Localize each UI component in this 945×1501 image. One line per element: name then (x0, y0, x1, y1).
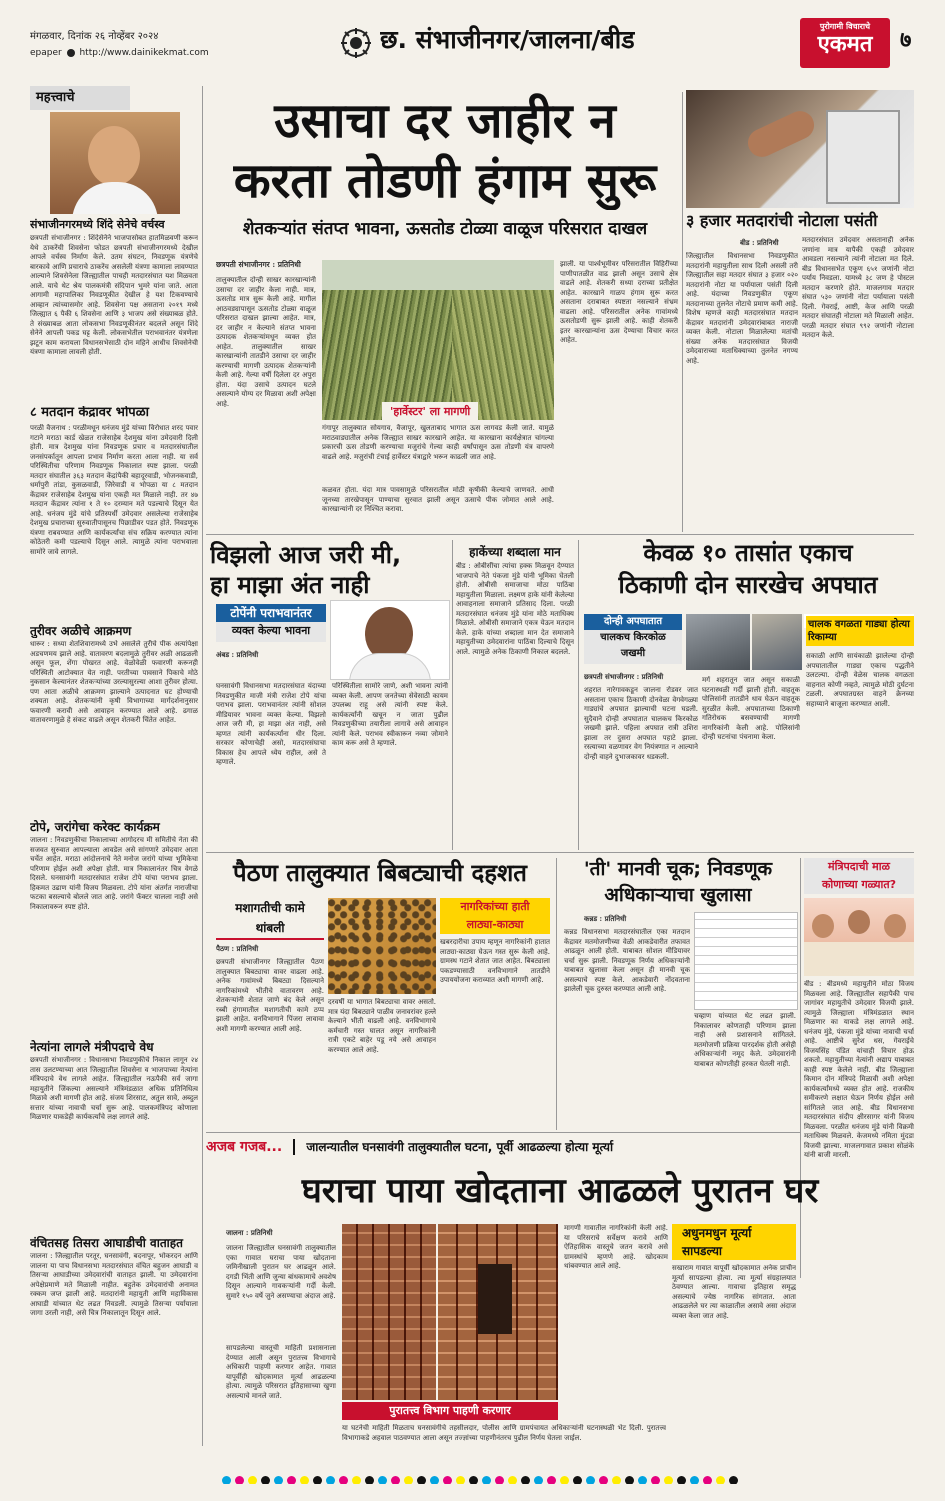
registration-dot (443, 1476, 452, 1484)
sugarcane-photo (322, 260, 452, 420)
mantri-title-box (804, 858, 914, 894)
paithan-box-1: नागरिकांच्या हाती (460, 900, 530, 913)
registration-dot (534, 1476, 543, 1484)
registration-dot (612, 1476, 621, 1484)
registration-dot (586, 1476, 595, 1484)
paithan-box-2: लाठ्या-काठ्या (466, 918, 524, 931)
brand-block (800, 18, 890, 68)
registration-dot (495, 1476, 504, 1484)
registration-dot (677, 1476, 686, 1484)
manvi-body-2: चव्हाण यांच्यात थेट लढत झाली. निकालावर कोणताही परिणाम झाला नाही असे प्रशासनाने सांगितले. मतमोजणी प्रक्रिया पारदर्शक होती असेही अधिकाऱ्यांनी नमूद केले. उमेदवारांनी याबाबत कोणतीही हरकत घेतली नाही. (694, 1012, 796, 1068)
ajab-headline: घराचा पाया खोदताना आढळले पुरातन घर (301, 1171, 819, 1211)
registration-dot (456, 1476, 465, 1484)
ajab-side-box-2: सापडल्या (682, 1244, 723, 1258)
shinde-photo (50, 112, 180, 214)
tope-photo (330, 600, 450, 680)
sidebar (30, 86, 198, 1446)
mantri-title-2: कोणाच्या गळ्यात? (821, 878, 897, 891)
accident-photo-1 (686, 614, 750, 670)
paithan-headline: पैठण तालुक्यात बिबट्याची दहशत (233, 859, 527, 887)
ajab-body-2: सापडलेल्या वास्तूची माहिती प्रशासनाला देण्यात आली असून पुरातत्त्व विभागाचे अधिकारी पाहणी करणार आहेत. गावात यापूर्वीही खोदकामात मूर्त्या आढळल्या होत्या. त्यामुळे परिसरात इतिहासाच्या खुणा असल्याचे मानले जाते. (226, 1344, 336, 1400)
masthead (0, 0, 945, 84)
manvi-body-1: कन्नड विधानसभा मतदारसंघातील एका मतदान केंद्रावर मतमोजणीच्या वेळी आकडेवारीत तफावत आढळून आली होती. याबाबत सोशल मीडियावर चर्चा सुरू झाली. निवडणूक निर्णय अधिकाऱ्यांनी याबाबत खुलासा केला असून ही मानवी चूक असल्याचे स्पष्ट केले. आकडेवारी नोंदवताना झालेली चूक दुरुस्त करण्यात आली आहे. (564, 928, 690, 993)
leopard-photo (328, 898, 436, 994)
registration-dot (300, 1476, 309, 1484)
hr-1 (206, 534, 914, 535)
vijhalo-kicker (216, 604, 326, 642)
ajab-side-box (672, 1224, 796, 1260)
lead-dateline: छत्रपती संभाजीनगर : प्रतिनिधी (216, 260, 301, 269)
mantri-title-1: मंत्रिपदाची माळ (828, 860, 890, 873)
vijhalo-headline-2: हा माझा अंत नाही (210, 571, 370, 599)
paithan-divider (556, 858, 557, 1130)
epaper-url[interactable]: http://www.dainikekmat.com (79, 48, 209, 58)
registration-dot (690, 1476, 699, 1484)
vijhalo-dateline: अंबड : प्रतिनिधी (216, 650, 259, 659)
registration-dot (625, 1476, 634, 1484)
nota-body-2: मतदारसंघात उमेदवार असतानाही अनेक जणांना मात्र यापैकी एकही उमेदवार आवडला नसल्याने त्यांनी नोटाला मत दिले. बीड विधानसभेत एकूण ६५१ जणांनी नोटा पर्याय निवडला. यामध्ये ३८ जण हे पोस्टल मतदान करणारे होते. माजलगाव मतदार संघात ५३० जणांनी नोटा पर्यायाला पसंती दिली. गेवराई, आष्टी, केज आणि परळी मतदार संघातही नोटाला मते मिळाली आहेत. परळी मतदार संघात ९९२ जणांनी नोटाला मतदान केले. (802, 236, 914, 339)
ruins-photo-1 (342, 1224, 436, 1400)
manvi-photo (694, 912, 798, 1010)
s2-body: परळी वैजनाथ : परळीमधून धनंजय मुंडे यांच्या विरोधात शरद पवार गटाने मराठा कार्ड खेळत राजेसाहेब देशमुख यांना उमेदवारी दिली होती. मात्र देशमुख यांना निवडणूक प्रचार व मतदारसंघातील जनसंपर्कातून आपला प्रभाव निर्माण करता आला नाही. या सर्व परिस्थितीचा परिणाम निवडणूक निकालात स्पष्ट झाला. परळी मतदार संघातील ३६३ मतदान केंद्रांपैकी बहादूरवाडी, भोजनकवाडी, धर्मापुरी तांडा, कुसळवाडी, जिरेवाडी व भोपळा या ८ मतदान केंद्रावर राजेसाहेब देशमुख यांना एकही मत मिळाले नाही. तर ४७ मतदान केंद्रावर त्यांना १ ते १० दरम्यान मते पडल्याचे दिसून येत आहे. धनंजय मुंडे यांचे प्रतिस्पर्धी उमेदवार असलेल्या राजेसाहेब देशमुख प्रचाराच्या सुरुवातीपासूनच पिछाडीवर पडत होते. निवडणूक यंत्रणा राबवण्यात आणि कार्यकर्त्यांचा संच सक्रिय करण्यात त्यांना कोठेतरी कमी पडल्याचे दिसून आले. त्यामुळे त्यांना पराभवाला सामोरे जावे लागले. (30, 424, 198, 556)
footer-registration-marks (60, 1470, 900, 1484)
lead-headline-1: उसाचा दर जाहीर न (274, 93, 616, 149)
hake-body: बीड : ओबीसींचा त्यांचा हक्क मिळवून देण्यात भाजपाचे नेते पंकजा मुंडे यांनी भूमिका घेतली होती. ओबीसी समाजाचा मोठा पाठिंबा महायुतीला मिळाला. लक्ष्मण हाके यांनी केलेल्या आवाहनाला समाजाने प्रतिसाद दिला. परळी मतदारसंघात धनंजय मुंडे यांना मोठे मताधिक्य मिळाले. ओबीसी समाजाने एकत्र येऊन मतदान केले. हाके यांच्या शब्दाला मान देत समाजाने महायुतीच्या उमेदवारांना पाठिंबा दिल्याचे दिसून आले. त्यामुळे अनेक ठिकाणी निकाल बदलले. (456, 562, 574, 656)
globe-icon (67, 49, 75, 57)
lead-photo-caption: 'हार्वेस्टर' ला मागणी (382, 402, 478, 421)
accident-side-title: चालक वगळता गाड्या होत्या रिकाम्या (806, 616, 914, 646)
registration-dot (261, 1476, 270, 1484)
lead-body-4: कळवत होता. यंदा मात्र पावसामुळे परिसरातील मोठी कृषीकी केल्याचे जाणवते. आधी जूनच्या तारखेपासून पाण्याचा सुरवात झाली असून ऊसाचे पीक जोमात आले आहे. कारखान्यांनी दर निश्चित करावा. (322, 486, 554, 513)
registration-dot (326, 1476, 335, 1484)
paithan-dateline: पैठण : प्रतिनिधी (216, 944, 259, 953)
paithan-body-1: छत्रपती संभाजीनगर जिल्ह्यातील पैठण तालुक्यात बिबट्याचा वावर वाढला आहे. अनेक गावांमध्ये बिबट्या दिसल्याने नागरिकांमध्ये भीतीचे वातावरण आहे. शेतकऱ्यांनी शेतात जाणे बंद केले असून रब्बी हंगामातील मशागतीची कामे ठप्प झाली आहेत. वनविभागाने पिंजरा लावावा अशी मागणी करण्यात आली आहे. (216, 958, 324, 1033)
s4-body: जालना : निवडणुकीचा निकालाच्या आगोदरच मी समितीचे नेता की सजवत सुरुवात आपल्याला आवडेल असे सांगणारे उमेदवार आता चर्चेत आहेत. मराठा आंदोलनाचे नेते मनोज जरांगे यांच्या भूमिकेचा परिणाम होईल अशी अपेक्षा होती. मात्र निकालानंतर चित्र वेगळे दिसले. घनसावंगी मतदारसंघात राजेश टोपे यांचा पराभव झाला. हिकमत उढाण यांनी विजय मिळवला. टोपे यांना अंतर्गत नाराजीचा फटका बसल्याचे बोलले जात आहे. जरांगे फॅक्टर चालला नाही असे निकालावरून स्पष्ट होते. (30, 836, 198, 911)
registration-dot (716, 1476, 725, 1484)
registration-dot (430, 1476, 439, 1484)
lead-body-2: गंगापूर तालुक्यात सोयगाव, वैजापूर, खुलताबाद भागात ऊस लागवड केली जाते. यामुळे मराठवाड्यातील अनेक जिल्ह्यात साखर कारखाने आहेत. या कारखाना कार्यक्षेत्रात चांगल्या प्रकारची ऊस तोडणी करण्याचा मजुरांचे गेल्या काही वर्षांपासून ऊस तोडणी यंत्र वापरणे वाढले आहे. मजुरांची टंचाई हार्वेस्टर यंत्राद्वारे भरून काढली जात आहे. (322, 424, 554, 461)
lead-subhead: शेतकऱ्यांत संतप्त भावना, ऊसतोड टोळ्या वाळूज परिसरात दाखल (242, 219, 648, 239)
ajab-body-5: सखाराम गावात यापूर्वी खोदकामात अनेक प्राचीन मूर्त्या सापडल्या होत्या. त्या मूर्त्या संग्रहालयात ठेवण्यात आल्या. गावाचा इतिहास समृद्ध असल्याचे ज्येष्ठ नागरिक सांगतात. आता आढळलेले घर त्या काळातील असावे असा अंदाज व्यक्त केला जात आहे. (672, 1264, 796, 1320)
manvi-divider (800, 858, 801, 1278)
registration-dot (469, 1476, 478, 1484)
registration-dot (664, 1476, 673, 1484)
registration-dot (404, 1476, 413, 1484)
evm-photo (686, 90, 914, 208)
registration-dot (339, 1476, 348, 1484)
registration-dot (391, 1476, 400, 1484)
registration-dot (521, 1476, 530, 1484)
ruins-photo-2 (438, 1224, 558, 1400)
ajab-body-3: मागणी गावातील नागरिकांनी केली आहे. या परिसराचे सर्वेक्षण करावे आणि ऐतिहासिक वास्तूचे जतन करावे असे ग्रामस्थांचे म्हणणे आहे. खोदकाम थांबवण्यात आले आहे. (564, 1224, 668, 1270)
accident-body-2: मर्ग शहरातून जात असून सकाळी घटनास्थळी गर्दी झाली होती. वाहतूक पोलिसांनी तातडीने धाव घेऊन वाहतूक सुरळीत केली. अपघाताच्या ठिकाणी गतिरोधक बसवण्याची मागणी नागरिकांनी केली आहे. पोलिसांनी दोन्ही घटनांचा पंचनामा केला. (702, 676, 800, 741)
paithan-box (440, 898, 550, 934)
registration-dot (560, 1476, 569, 1484)
accident-headline-2: ठिकाणी दोन सारखेच अपघात (618, 571, 878, 599)
hake-title: हाकेंच्या शब्दाला मान (469, 545, 561, 559)
manvi-headline-2: अधिकाऱ्याचा खुलासा (604, 884, 752, 906)
vijhalo-body-1: घनसावंगी विधानसभा मतदारसंघात यंदाच्या निवडणुकीत माजी मंत्री राजेश टोपे यांचा पराभव झाला. पराभवानंतर त्यांनी सोशल मीडियावर भावना व्यक्त केल्या. विझलो आज जरी मी, हा माझा अंत नाही, असे म्हणत त्यांनी कार्यकर्त्यांना धीर दिला. सरकार कोणाचेही असो, मतदारसंघाचा विकास हेच आपले ध्येय राहील, असे ते म्हणाले. (216, 682, 326, 766)
registration-dot (547, 1476, 556, 1484)
accident-dateline: छत्रपती संभाजीनगर : प्रतिनिधी (584, 672, 664, 681)
registration-dot (287, 1476, 296, 1484)
hr-2 (206, 852, 914, 853)
accident-kicker-1: दोन्ही अपघातात (584, 614, 682, 630)
registration-dot (508, 1476, 517, 1484)
sidebar-header: महत्त्वाचे (30, 86, 130, 110)
registration-dot (378, 1476, 387, 1484)
nota-dateline: बीड : प्रतिनिधी (740, 238, 779, 247)
sidebar-divider (202, 86, 203, 1446)
section-emblem (340, 27, 372, 59)
registration-dot (365, 1476, 374, 1484)
lead-body-3: झाली. या पार्श्वभूमीवर परिसरातील विहिरींच्या पाणीपातळीत वाढ झाली असून उसाचे क्षेत्र वाढले आहे. शेतकरी सध्या दराच्या प्रतीक्षेत आहेत. कारखाने गाळप हंगाम सुरू करत असताना दराबाबत स्पष्टता नसल्याने संभ्रम वाढला आहे. परिसरातील अनेक गावांमध्ये ऊसतोडणी सुरू झाली आहे. काही शेतकरी इतर कारखान्यांना ऊस देण्याचा विचार करत आहेत. (560, 260, 678, 344)
s5-title: नेत्यांना लागले मंत्रीपदाचे वेध (30, 1040, 154, 1054)
registration-dot (248, 1476, 257, 1484)
lead-body-1: तालुक्यातील दोन्ही साखर कारखान्यांनी उसाचा दर जाहीर केला नाही. मात्र, ऊसतोड मात्र सुरू केली आहे. मागील आठवड्यापासून ऊसतोड टोळ्या वाळूज परिसरात दाखल झाल्या आहेत. मात्र, दर जाहीर न केल्याने संतप्त भावना उत्पादक शेतकऱ्यांमधून व्यक्त होत आहेत. तालुक्यातील साखर कारखान्यांनी तातडीने उसाचा दर जाहीर करण्याची मागणी उत्पादक शेतकऱ्यांनी केली आहे. गेल्या वर्षी दिलेला दर अपुरा होता. यंदा उसाचे उत्पादन घटले असल्याने योग्य दर मिळावा अशी अपेक्षा आहे. (216, 276, 316, 408)
vijhalo-kicker-1: टोपेंनी पराभवानंतर (216, 604, 326, 622)
epaper-label: epaper (30, 48, 62, 58)
nota-title: ३ हजार मतदारांची नोटाला पसंती (686, 211, 878, 230)
s5-body: छत्रपती संभाजीनगर : विधानसभा निवडणुकीचे निकाल लागून २४ तास उलटण्याच्या आत जिल्ह्यातील शिवसेना व भाजपाच्या नेत्यांना मंत्रिपदाचे वेध लागले आहेत. जिल्ह्यातील नऊपैकी सर्व जागा महायुतीने जिंकल्या असल्याने मंत्रिमंडळात अधिक प्रतिनिधित्व मिळावे अशी मागणी होत आहे. संजय शिरसाट, अतुल सावे, अब्दुल सत्तार यांच्या नावाची चर्चा सुरू आहे. पालकमंत्रिपद कोणाला मिळणार याकडेही कार्यकर्त्यांचे लक्ष लागले आहे. (30, 1056, 198, 1121)
manvi-headline-1: 'ती' मानवी चूक; निवडणूक (583, 858, 773, 880)
ajab-strap: जालन्यातील घनसावंगी तालुक्यातील घटना, पूर्वी आढळल्या होत्या मूर्त्या (306, 1140, 614, 1154)
ajab-photo-caption: पुरातत्त्व विभाग पाहणी करणार (342, 1402, 558, 1420)
registration-dot (352, 1476, 361, 1484)
s4-title: टोपे, जरांगेचा करेक्ट कार्यक्रम (30, 820, 160, 834)
lead-divider (682, 92, 683, 532)
registration-dot (235, 1476, 244, 1484)
ajab-body-1: जालना जिल्ह्यातील घनसावंगी तालुक्यातील एका गावात घराचा पाया खोदताना जमिनीखाली पुरातन घर आढळून आले. दगडी भिंती आणि जुन्या बांधकामाचे अवशेष दिसून आल्याने गावकऱ्यांनी गर्दी केली. सुमारे १५० वर्षे जुने असण्याचा अंदाज आहे. (226, 1244, 336, 1300)
accident-kicker (584, 614, 682, 664)
accident-photo-2 (752, 614, 802, 670)
vijhalo-headline-1: विझलो आज जरी मी, (210, 541, 402, 569)
mantri-photo (804, 898, 914, 976)
s3-title: तुरीवर अळीचे आक्रमण (30, 624, 132, 638)
registration-dot (703, 1476, 712, 1484)
brand-tagline: पुरोगामी विचाराचे (819, 22, 871, 31)
registration-dot (638, 1476, 647, 1484)
vijhalo-body-2: परिस्थितीला सामोरे जाणे, अशी भावना त्यांनी व्यक्त केली. आपण जनतेच्या सेवेसाठी कायम उपलब्ध राहू असे त्यांनी स्पष्ट केले. कार्यकर्त्यांनी खचून न जाता पुढील निवडणुकीच्या तयारीला लागावे असे आवाहन त्यांनी केले. पराभव स्वीकारून नव्या जोमाने काम करू असे ते म्हणाले. (332, 682, 448, 747)
ajab-label: अजब गजब... (206, 1139, 283, 1155)
manvi-dateline: कन्नड : प्रतिनिधी (584, 914, 627, 923)
paithan-kicker (216, 898, 324, 940)
registration-dot (417, 1476, 426, 1484)
registration-dot (599, 1476, 608, 1484)
hr-3 (206, 1132, 800, 1133)
registration-dot (313, 1476, 322, 1484)
accident-kicker-2: चालकच किरकोळ (600, 632, 666, 643)
ajab-body-4: या घटनेची माहिती मिळताच घनसावंगीचे तहसीलदार, पोलीस आणि ग्रामपंचायत अधिकाऱ्यांनी घटनास्थळी भेट दिली. पुरातत्त्व विभागाकडे अहवाल पाठवण्यात आला असून तज्ज्ञांच्या पाहणीनंतरच पुढील निर्णय घेतला जाईल. (342, 1424, 666, 1442)
accident-body-3: सकाळी आणि सायंकाळी झालेल्या दोन्ही अपघातातील गाड्या एकाच पद्धतीने उलटल्या. दोन्ही वेळेस चालक वगळता वाहनात कोणी नव्हते, त्यामुळे मोठी दुर्घटना टळली. अपघातग्रस्त वाहने क्रेनच्या सहाय्याने बाजूला करण्यात आली. (806, 652, 914, 708)
s6-body: जालना : जिल्ह्यातील परतूर, घनसावंगी, बदनापूर, भोकरदन आणि जालना या पाच विधानसभा मतदारसंघात वंचित बहुजन आघाडी व तिसऱ्या आघाडीच्या उमेदवारांची वाताहत झाली. या उमेदवारांना अपेक्षेप्रमाणे मते मिळाली नाहीत. बहुतेक उमेदवारांची अनामत रक्कम जप्त झाली आहे. मतदारांनी महायुती आणि महाविकास आघाडी यांच्यात थेट लढत निवडली. त्यामुळे तिसऱ्या पर्यायाला जागा उरली नाही, असे चित्र निकालातून दिसून आले. (30, 1252, 198, 1317)
ajab-dateline: जालना : प्रतिनिधी (226, 1228, 273, 1237)
harvester-photo (452, 260, 554, 420)
s2-title: ८ मतदान केंद्रावर भोपळा (30, 406, 149, 420)
epaper-link[interactable] (30, 48, 209, 58)
ajab-separator (293, 1139, 295, 1155)
registration-dot (222, 1476, 231, 1484)
s6-title: वंचितसह तिसरा आघाडीची वाताहत (30, 1236, 183, 1250)
registration-dot (482, 1476, 491, 1484)
paithan-kicker-2: थांबली (255, 921, 285, 935)
accident-body-1: शहरात नारेगावकडून जालना रोडवर जात असताना एकाच ठिकाणी दोनवेळा वेगवेगळ्या गाड्यांचे अपघात झाल्याची घटना घडली. सुदैवाने दोन्ही अपघातात चालकच किरकोळ जखमी झाले. पहिला अपघात रात्री उशिरा झाला तर दुसरा अपघात पहाटे झाला. रस्त्याच्या वळणावर वेग नियंत्रणात न आल्याने दोन्ही वाहने दुभाजकावर धडकली. (584, 686, 698, 761)
accident-kicker-3: जखमी (620, 648, 646, 659)
registration-dot (573, 1476, 582, 1484)
mantri-body: बीड : बीडमध्ये महायुतीने मोठा विजय मिळवला आहे. जिल्ह्यातील सहापैकी पाच जागांवर महायुतीचे उमेदवार विजयी झाले. त्यामुळे जिल्ह्याला मंत्रिमंडळात स्थान मिळणार का याकडे लक्ष लागले आहे. धनंजय मुंडे, पंकजा मुंडे यांच्या नावाची चर्चा आहे. आष्टीचे सुरेश धस, गेवराईचे विजयसिंह पंडित यांचाही विचार होऊ शकतो. महायुतीच्या नेत्यांनी अद्याप याबाबत काही स्पष्ट केलेले नाही. बीड जिल्ह्याला किमान दोन मंत्रिपदे मिळावी अशी अपेक्षा कार्यकर्त्यांमध्ये व्यक्त होत आहे. राजकीय समीकरणे लक्षात घेऊन निर्णय होईल असे सांगितले जात आहे. बीड विधानसभा मतदारसंघात संदीप क्षीरसागर यांनी विजय मिळवला. परळीत धनंजय मुंडे यांनी विक्रमी मताधिक्य मिळवले. केजमध्ये नमिता मुंदडा विजयी झाल्या. माजलगावात प्रकाश सोळंके यांनी बाजी मारली. (804, 980, 914, 1159)
section-title: छ. संभाजीनगर/जालना/बीड (380, 25, 635, 54)
s3-body: धारूर : सध्या शेतशिवारामध्ये उभे असलेले तुरीचे पीक अत्यांपेक्षा अडचणमय झाले आहे. वातावरण बदलामुळे तुरीवर अळी आढळली असून फूल, शेंगा पोखरत आहे. वेळोवेळी फवारणी करूनही परिस्थिती आटोक्यात येत नाही. परतीच्या पावसाने पिकाचे मोठे नुकसान केल्यानंतर शेतकऱ्यांच्या उरल्यासुरल्या आशा तुरीवर होत्या. पण आता अळीचे आक्रमण झाल्याने उत्पादनात घट होण्याची शक्यता आहे. शेतकऱ्यांनी कृषी विभागाच्या मार्गदर्शनानुसार फवारणी करावी असे आवाहन करण्यात आले आहे. ढगाळ वातावरणामुळे हे संकट वाढले असून शेतकरी चिंतेत आहेत. (30, 640, 198, 724)
vijhalo-divider (452, 540, 453, 850)
ajab-strip (206, 1136, 800, 1158)
brand-logo: एकमत (817, 32, 873, 57)
hake-divider (578, 540, 579, 850)
registration-dot (274, 1476, 283, 1484)
s1-body: छत्रपती संभाजीनगर : शिंदेसेनेने भाजपासोबत हातमिळवणी करून येथे ठाकरेंची शिवसेना फोडत छत्रपती संभाजीनगरमध्ये देखील आपले वर्चस्व निर्माण केले. उतम संघटन, निवडणूक यंत्रणेचे बारकावे आणि प्रचाराचे ठाकरेंच असलेली यंत्रणा कामाला लावण्यात आल्याने शिवसेनेला जिल्ह्यातील पाचही मतदारसंघात यश मिळवता आले. याचे थेट श्रेय पालकमंत्री संदिपान भुमरे यांना जाते. आता आगामी महापालिका निवडणूकीत देखील हे यश टिकवण्याचे आव्हान त्यांच्यासमोर आहे. शिवसेना पक्ष असताना २०१९ मध्ये जिल्ह्यात ६ पैकी ६ शिवसेना आणि ३ भाजप असे संख्याबळ होते. ते संख्याबळ आता लोकसभा निवडणूकीनंतर बदलले असून शिंदे सेनेने आपली पकड घट्ट केली. लोकसभेतील पराभवानंतर यंत्रणेला झटून काम करायला विधानसभेसाठी दोन महिने आधीच शिवसेनेची यंत्रणा कामाला लावली होती. (30, 234, 198, 356)
vijhalo-kicker-2: व्यक्त केल्या भावना (231, 624, 311, 637)
paithan-kicker-1: मशागतीची कामे (235, 901, 305, 915)
paithan-body-2: दरवर्षी या भागात बिबट्याचा वावर असतो. मात्र यंदा बिबट्याने पाळीव जनावरांवर हल्ले केल्याने भीती वाढली आहे. वनविभागाचे कर्मचारी गस्त घालत असून नागरिकांनी रात्री एकटे बाहेर पडू नये असे आवाहन करण्यात आले आहे. (328, 998, 436, 1054)
s1-title: संभाजीनगरमध्ये शिंदे सेनेचे वर्चस्व (30, 218, 165, 231)
nota-body-1: जिल्ह्यातील विधानसभा निवडणुकीत मतदारांनी महायुतीला साथ दिली असली तरी जिल्ह्यातील सहा मतदार संघात ३ हजार ०२० मतदारांनी नोटा या पर्यायाला पसंती दिली आहे. यंदाच्या निवडणुकीत एकूण मतदानाच्या तुलनेत नोटाचे प्रमाण कमी आहे. विशेष म्हणजे काही मतदारसंघात मतदान केंद्रावर मतदारांनी उमेदवारांबाबत नाराजी व्यक्त केली. नोटाला मिळालेल्या मतांची संख्या अनेक मतदारसंघात विजयी उमेदवाराच्या मताधिक्याच्या तुलनेत नगण्य आहे. (686, 252, 798, 365)
accident-headline-1: केवळ १० तासांत एकाच (643, 539, 853, 567)
registration-dot (729, 1476, 738, 1484)
paithan-body-3: खबरदारीचा उपाय म्हणून नागरिकांनी हातात लाठ्या-काठ्या घेऊन गस्त सुरू केली आहे. ग्रामस्थ गटाने शेतात जात आहेत. बिबट्याला पकडण्यासाठी वनविभागाने तातडीने उपाययोजना कराव्यात अशी मागणी आहे. (440, 938, 550, 984)
issue-date: मंगळवार, दिनांक २६ नोव्हेंबर २०२४ (30, 31, 159, 42)
ajab-side-box-1: अधुनमधुन मूर्त्या (682, 1226, 752, 1240)
registration-dot (651, 1476, 660, 1484)
lead-headline-2: करता तोडणी हंगाम सुरू (233, 153, 657, 209)
page-number: ७ (900, 28, 912, 53)
